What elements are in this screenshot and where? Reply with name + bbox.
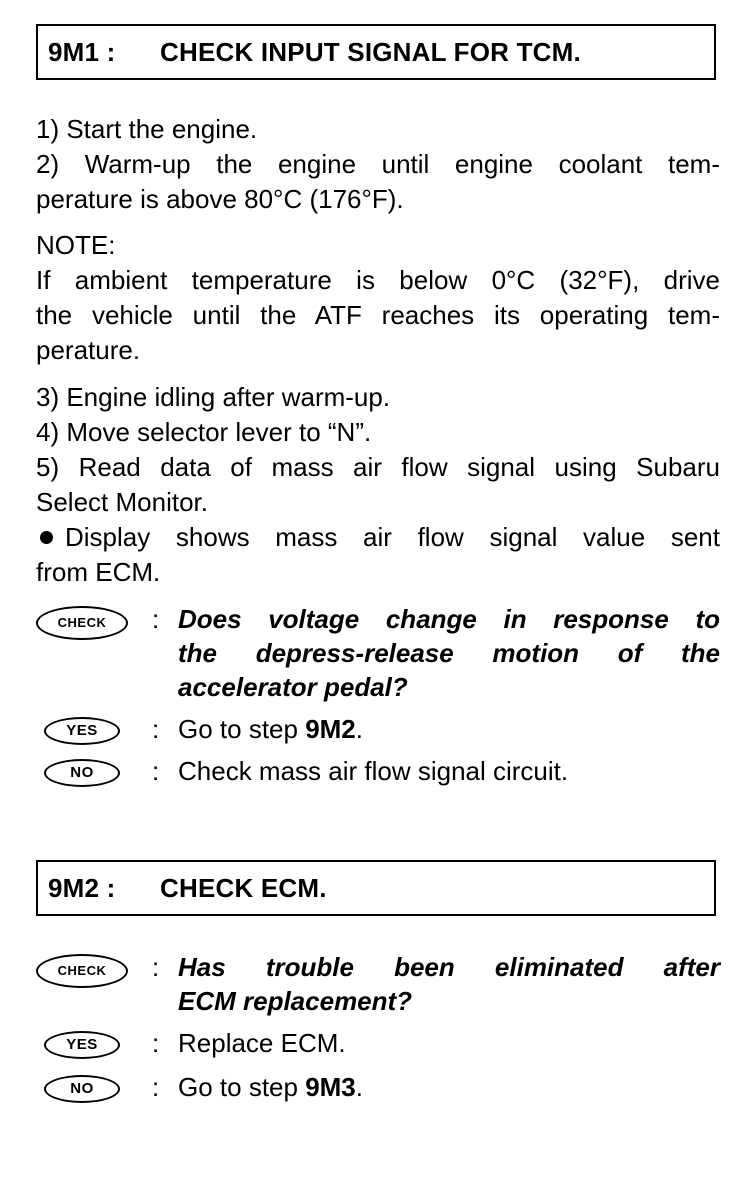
step-title: CHECK ECM. [160, 872, 327, 903]
yes-badge: YES [44, 717, 120, 745]
step-line: 5) Read data of mass air flow signal using Subaru [36, 452, 720, 482]
note-line: If ambient temperature is below 0°C (32°F), drive [36, 265, 720, 295]
step-line: 4) Move selector lever to “N”. [36, 417, 372, 447]
check-badge: CHECK [36, 606, 128, 640]
note-line: perature. [36, 335, 141, 365]
no-badge: NO [44, 759, 120, 787]
note-line: the vehicle until the ATF reaches its operating tem- [36, 300, 720, 330]
bullet-line: from ECM. [36, 557, 161, 587]
procedure-steps-2 [36, 380, 720, 590]
step-title: CHECK INPUT SIGNAL FOR TCM. [160, 36, 581, 67]
yes-row [36, 1026, 720, 1062]
procedure-steps-1 [36, 112, 720, 217]
step-line: 2) Warm-up the engine until engine coolant tem- [36, 149, 720, 179]
step-header-9m1 [36, 24, 716, 80]
no-answer: Go to step 9M3. [178, 1072, 363, 1102]
step-line: perature is above 80°C (176°F). [36, 184, 404, 214]
step-id: 9M1 : [48, 36, 116, 67]
colon: : [152, 756, 160, 786]
colon: : [152, 1028, 160, 1058]
note-block [36, 228, 720, 368]
check-badge: CHECK [36, 954, 128, 988]
check-question: Has trouble been eliminated after ECM replacement? [178, 952, 720, 1016]
yes-answer: Replace ECM. [178, 1028, 346, 1058]
check-question: Does voltage change in response to the depress-release motion of the accelerator pedal? [178, 604, 720, 702]
yes-row [36, 712, 720, 748]
bullet-line: Display shows mass air flow signal value sent [36, 520, 720, 555]
step-line: 3) Engine idling after warm-up. [36, 382, 391, 412]
colon: : [152, 714, 160, 744]
yes-answer: Go to step 9M2. [178, 714, 363, 744]
check-row [36, 950, 720, 1020]
step-header-9m2 [36, 860, 716, 916]
no-row [36, 754, 720, 790]
colon: : [152, 604, 160, 634]
note-label: NOTE: [36, 230, 116, 260]
step-line: Select Monitor. [36, 487, 208, 517]
step-line: 1) Start the engine. [36, 114, 258, 144]
no-row [36, 1070, 720, 1106]
yes-badge: YES [44, 1031, 120, 1059]
step-id: 9M2 : [48, 872, 116, 903]
check-row [36, 602, 720, 706]
bullet-icon [40, 531, 53, 544]
colon: : [152, 1072, 160, 1102]
no-badge: NO [44, 1075, 120, 1103]
colon: : [152, 952, 160, 982]
no-answer: Check mass air flow signal circuit. [178, 756, 569, 786]
